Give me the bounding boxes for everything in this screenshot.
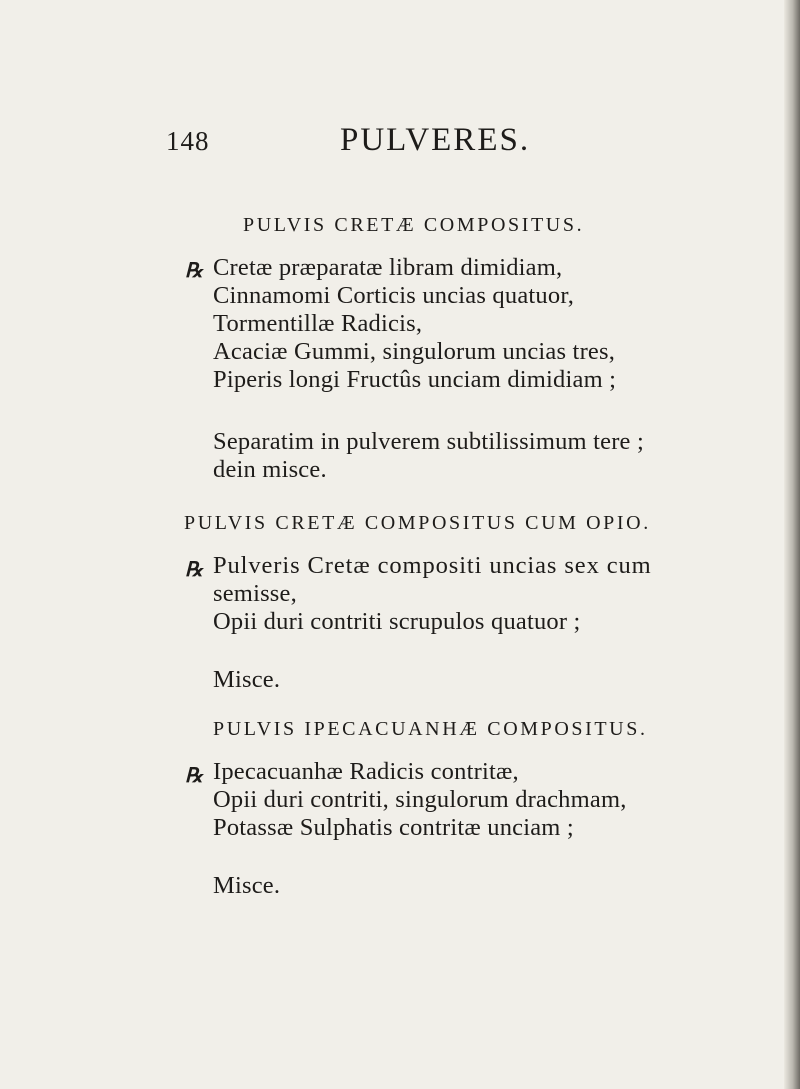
direction-line: Misce. [213, 872, 281, 899]
section-heading-pulvis-cretae-cum-opio: PULVIS CRETÆ COMPOSITUS CUM OPIO. [184, 512, 651, 534]
running-head [0, 122, 784, 162]
ingredient-line: Potassæ Sulphatis contritæ unciam ; [213, 814, 574, 841]
direction-line: dein misce. [213, 456, 327, 483]
ingredient-line: Tormentillæ Radicis, [213, 310, 423, 337]
recipe-symbol: ℞ [185, 559, 203, 581]
ingredient-line: Acaciæ Gummi, singulorum uncias tres, [213, 338, 616, 365]
direction-line: Misce. [213, 666, 281, 693]
running-title: PULVERES. [340, 122, 531, 158]
page-edge-shadow [784, 0, 800, 1089]
ingredient-line: Cretæ præparatæ libram dimidiam, [213, 254, 563, 281]
ingredient-line: Cinnamomi Corticis uncias quatuor, [213, 282, 575, 309]
ingredient-line: semisse, [213, 580, 297, 607]
ingredient-line: Ipecacuanhæ Radicis contritæ, [213, 758, 519, 785]
direction-line: Separatim in pulverem subtilissimum tere ; [213, 428, 644, 455]
recipe-symbol: ℞ [185, 260, 203, 282]
section-heading-pulvis-ipecacuanhae: PULVIS IPECACUANHÆ COMPOSITUS. [213, 718, 648, 740]
section-heading-pulvis-cretae: PULVIS CRETÆ COMPOSITUS. [243, 214, 585, 236]
ingredient-line: Opii duri contriti, singulorum drachmam, [213, 786, 627, 813]
ingredient-line: Piperis longi Fructûs unciam dimidiam ; [213, 366, 617, 393]
recipe-symbol: ℞ [185, 765, 203, 787]
page-number: 148 [166, 126, 210, 156]
ingredient-line: Opii duri contriti scrupulos quatuor ; [213, 608, 581, 635]
ingredient-line: Pulveris Cretæ compositi uncias sex cum [213, 552, 652, 579]
